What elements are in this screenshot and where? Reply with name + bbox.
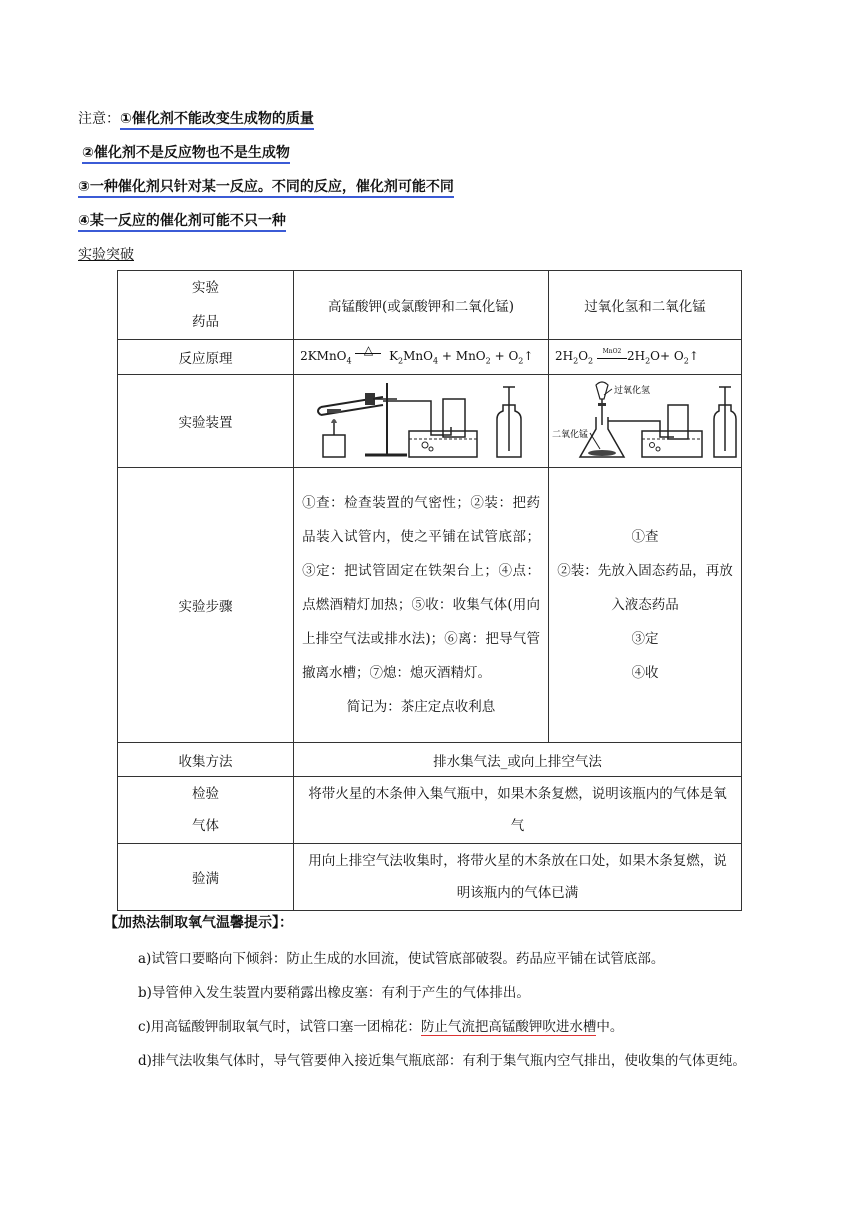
heating-apparatus-diagram (301, 375, 541, 463)
collect-method: 排水集气法_或向上排空气法 (294, 743, 742, 777)
note-prefix: 注意： (78, 111, 120, 127)
tip-a: a)试管口要略向下倾斜：防止生成的水回流，使试管底部破裂。药品应平铺在试管底部。 (138, 951, 665, 967)
steps-b-item: ②装：先放入固态药品，再放入液态药品 (557, 563, 733, 613)
peroxide-apparatus-diagram (550, 375, 740, 463)
eq-text: O+ O (650, 348, 684, 363)
steps-a (294, 468, 549, 743)
table-row (118, 743, 742, 777)
eq-text: + O (494, 348, 519, 363)
section-title: 实验突破 (78, 247, 134, 263)
row-label-principle: 反应原理 (118, 340, 294, 375)
test-method: 将带火星的木条伸入集气瓶中，如果木条复燃，说明该瓶内的气体是氧气 (294, 777, 742, 844)
tip-c-underlined: 防止气流把高锰酸钾吹进水槽 (420, 1019, 597, 1035)
note-item-2: ②催化剂不是反应物也不是生成物 (82, 145, 290, 164)
tip-c-post: 中。 (596, 1019, 624, 1035)
steps-b-item: ④收 (631, 665, 659, 681)
eq-text: 2H (555, 348, 574, 363)
apparatus-a (294, 375, 549, 468)
catalyst-condition (597, 348, 627, 359)
steps-b (549, 468, 742, 743)
row-label-collect: 收集方法 (118, 743, 294, 777)
table-row (118, 375, 742, 468)
row-label-apparatus: 实验装置 (118, 375, 294, 468)
tip-c-pre: c)用高锰酸钾制取氧气时，试管口塞一团棉花： (138, 1019, 421, 1035)
row-label-drug (118, 271, 294, 340)
label-line: 药品 (192, 314, 220, 330)
label-line: 气体 (192, 818, 220, 834)
steps-b-item: ③定 (631, 631, 659, 647)
steps-b-item: ①查 (631, 529, 659, 545)
equation-b: $2H_2O_2$ MnO2 $2H_2O+$ $O_2↑$ (549, 340, 742, 375)
apparatus-b (549, 375, 742, 468)
tips-title (104, 912, 293, 942)
col-header-b: 过氧化氢和二氧化锰 (549, 271, 742, 340)
experiment-table (117, 270, 742, 911)
note-item-1: ①催化剂不能改变生成物的质量 (120, 111, 314, 130)
col-header-a: 高锰酸钾(或氯酸钾和二氧化锰) (294, 271, 549, 340)
tip-d (138, 1044, 778, 1078)
table-row (118, 340, 742, 375)
note-2 (78, 142, 454, 176)
eq-cat: MnO2 (602, 347, 622, 355)
eq-text: MnO (403, 348, 433, 363)
heat-condition (355, 342, 381, 357)
tip-d-text: d)排气法收集气体时，导气管要伸入接近集气瓶底部：有利于集气瓶内空气排出，使收集的气体更纯。 (138, 1053, 746, 1069)
note-1 (78, 108, 454, 142)
eq-text: K (389, 348, 399, 363)
tip-b: b)导管伸入发生装置内要稍露出橡皮塞：有利于产生的气体排出。 (138, 985, 530, 1001)
note-item-4: ④某一反应的催化剂可能不只一种 (78, 213, 286, 232)
eq-text: + MnO (441, 348, 486, 363)
tips-heading: 【加热法制取氧气温馨提示】： (104, 915, 293, 931)
note-3 (78, 176, 454, 210)
full-method: 用向上排空气法收集时，将带火星的木条放在口处，如果木条复燃，说明该瓶内的气体已满 (294, 844, 742, 911)
eq-text: O (578, 348, 589, 363)
notes-block (78, 108, 454, 244)
equation-a: 2KMnO$_4$ △ $K_2MnO_4 + MnO_2$ + $O_2↑$ (294, 340, 549, 375)
table-row (118, 844, 742, 911)
table-row (118, 271, 742, 340)
label-line: 实验 (192, 280, 220, 296)
eq-cond: △ (363, 342, 374, 357)
steps-a-text: ①查：检查装置的气密性；②装：把药品装入试管内，使之平铺在试管底部；③定：把试管固定在铁架台上；④点：点燃酒精灯加热；⑤收：收集气体(用向上排空气法或排水法)；⑥离：把导气管撤离水槽；⑦熄：熄灭酒精灯。 (302, 495, 540, 681)
table-row (118, 468, 742, 743)
label-line: 检验 (192, 786, 220, 802)
row-label-test (118, 777, 294, 844)
eq-text: 2H (626, 348, 646, 363)
note-4 (78, 210, 454, 244)
eq-text: 2KMnO (300, 348, 347, 363)
tip-c (138, 1010, 778, 1044)
note-item-3: ③一种催化剂只针对某一反应。不同的反应，催化剂可能不同 (78, 179, 454, 198)
row-label-steps: 实验步骤 (118, 468, 294, 743)
label-manganese-dioxide: 二氧化锰 (552, 430, 589, 440)
row-label-full: 验满 (118, 844, 294, 911)
label-hydrogen-peroxide: 过氧化氢 (614, 386, 651, 396)
table-row (118, 777, 742, 844)
steps-a-summary: 简记为：茶庄定点收利息 (346, 699, 496, 715)
